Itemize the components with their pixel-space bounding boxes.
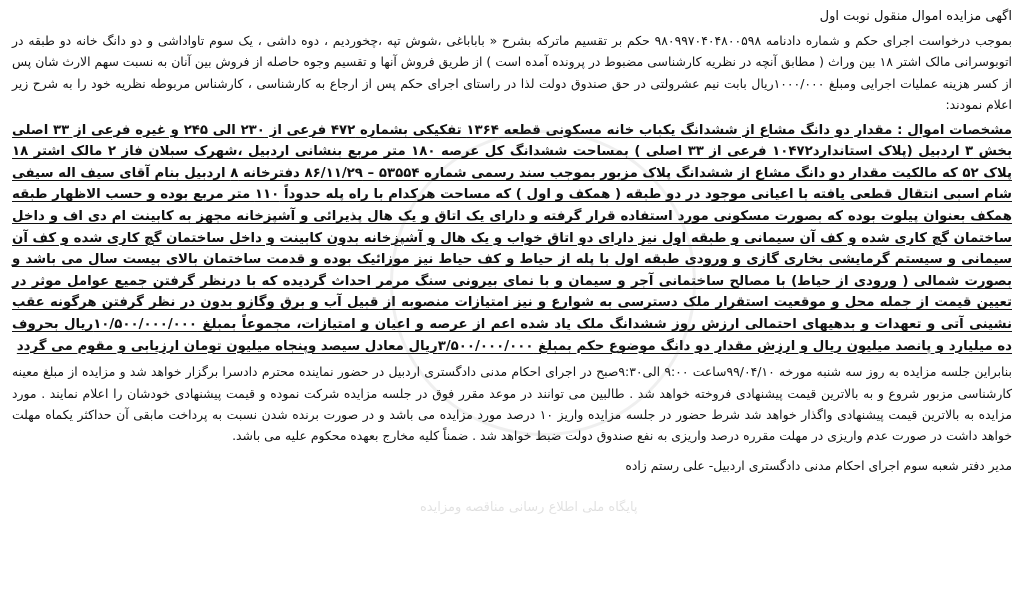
signature-line: مدیر دفتر شعبه سوم اجرای احکام مدنی دادگستری اردبیل- علی رستم زاده [625,457,1012,473]
watermark-text: پایگاه ملی اطلاع رسانی مناقصه ومزایده [420,500,638,515]
notice-title: اگهی مزایده اموال منقول نوبت اول [819,9,1012,24]
property-specification-label: مشخصات اموال : [897,122,1012,138]
property-specification-paragraph [12,120,1012,358]
property-specification-text: مقدار دو دانگ مشاع از ششدانگ یکباب خانه مسکونی قطعه ۱۳۶۴ تفکیکی بشماره ۴۷۲ فرعی از ۲۳۰ الی ۲۴۵ و غیره فرعی از ۳۳ اصلی بخش ۳ اردبیل (پلاک استاندارد۱۰۴۷۲ فرعی از ۳۳ اصلی ) بمساحت ششدانگ کل عرصه ۱۸۰ متر مربع بنشانی اردبیل ،شهرک سبلان فاز ۲ مالک اشتر ۱۸ پلاک ۵۲ که مالکیت مقدار دو دانگ مشاع از ششدانگ پلاک مزبور بموجب سند رسمی شماره ۵۳۵۵۴ – ۸۶/۱۱/۲۹ دفترخانه ۸ اردبیل بنام آقای سیف اله سیفی شام اسبی انتقال قطعی یافته با اعیانی موجود در دو طبقه ( همکف و اول ) که مساحت هرکدام با راه پله حدوداً ۱۱۰ متر مربع بوده و حسب الاظهار طبقه همکف بعنوان پیلوت بوده که بصورت مسکونی مورد استفاده قرار گرفته و دارای یک اتاق و یک هال پذیرائی و آشپزخانه مجهز به کابینت ام دی اف و داخل ساختمان گچ کاری شده و کف آن سیمانی و طبقه اول نیز دارای دو اتاق خواب و یک هال و آشپزخانه بدون کابینت و داخل ساختمان گچ کاری شده و کف آن سیمانی و سیستم گرمایشی بخاری گازی و ورودی طبقه اول با پله از حیاط و کف حیاط نیز موزائیک بوده و قدمت ساختمان بالای بیست سال می باشد و بصورت شمالی ( ورودی از حیاط) با مصالح ساختمانی آجر و سیمان و با نمای بیرونی سنگ مرمر احداث گردیده که با درنظر گرفتن جمیع عوامل موثر در تعیین قیمت از جمله محل و موقعیت استقرار ملک دسترسی به شوارع و نیز امتیازات منصوبه از قبیل آب و برق وگازو بدون در نظر گرفتن هرگونه عقب نشینی آتی و تعهدات و بدهیهای احتمالی ارزش روز ششدانگ ملک یاد شده اعم از عرصه و اعیان و امتیازات، مجموعاً بمبلغ ۱۰/۵۰۰/۰۰۰/۰۰۰ریال بحروف ده میلیارد و پانصد میلیون ریال و ارزش مقدار دو دانگ موضوع حکم بمبلغ ۳/۵۰۰/۰۰۰/۰۰۰ریال معادل سیصد وپنجاه میلیون تومان ارزیابی و مقوم می گردد [12,122,1013,354]
notice-intro-paragraph: بموجب درخواست اجرای حکم و شماره دادنامه ۹۸۰۹۹۷۰۴۰۴۸۰۰۵۹۸ حکم بر تقسیم ماترکه بشرح « باباباغی ،شوش تپه ،چخوردیم ، دوه داشی ، یک سوم تاواداشی و دو دانگ خانه دو طبقه در اتوبوسرانی مالک اشتر ۱۸ بین وراث ( مطابق آنچه در نظریه کارشناسی مضبوط در پرونده آمده است ) از طریق فروش آنها و تقسیم وجوه حاصله از فروش بین آنان به نسبت سهم الارث شان پس از کسر هزینه عملیات اجرایی ومبلغ ۱۰۰۰/۰۰۰ریال بابت نیم عشرولتی در حق صندوق دولت لذا در راستای اجرای حکم پس از ارجاع به کارشناسی ، کارشناس مربوطه نظریه خود را به شرح زیر اعلام نمودند: [12,33,1013,113]
auction-terms-paragraph: بنابراین جلسه مزایده به روز سه شنبه مورخه ۹۹/۰۴/۱۰ساعت ۹:۰۰ الی۹:۳۰صبح در اجرای احکام مدنی دادگستری اردبیل در حضور نماینده محترم دادسرا برگزار خواهد شد و مزایده از مبلغ معینه کارشناسی مزبور شروع و به بالاترین قیمت پیشنهادی فروخته خواهد شد . طالبین می توانند در موعد مقرر فوق در جلسه مزایده شرکت نموده و قیمت پیشنهادی خودشان را اعلام نمایند . مورد مزایده به بالاترین قیمت پیشنهادی واگذار خواهد شد شرط حضور در جلسه مزایده واریز ۱۰ درصد مورد مزایده می باشد و در صورت برنده شدن نسبت به پرداخت مابقی آن حداکثر یکماه مهلت خواهد داشت در صورت عدم واریزی در مهلت مقرره درصد واریزی به نفع صندوق دولت ضبط خواهد شد . ضمناً کلیه مخارج بعهده محکوم علیه می باشد. [12,364,1012,444]
